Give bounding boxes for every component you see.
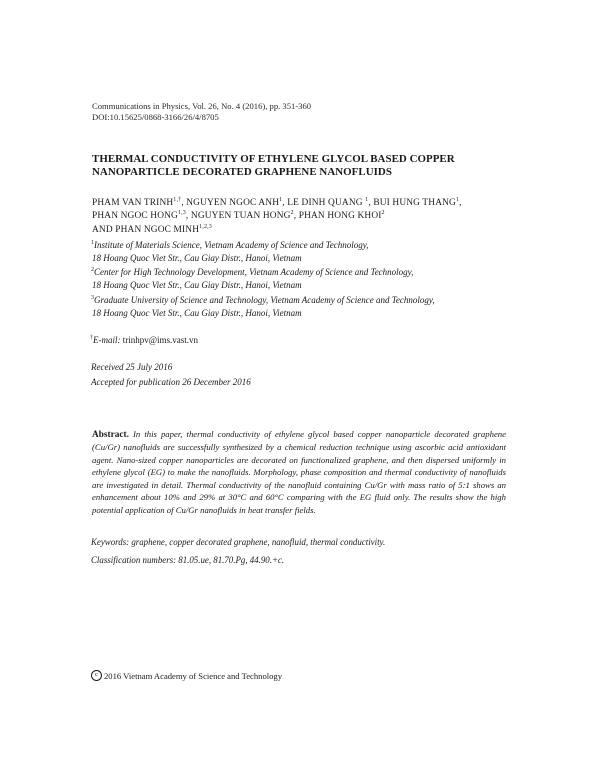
affiliation-line-2: 18 Hoang Quoc Viet Str., Cau Giay Distr., Hanoi, Vietnam <box>92 279 302 290</box>
doi: DOI:10.15625/0868-3166/26/4/8705 <box>92 111 219 122</box>
author-name: PHAM VAN TRINH <box>92 198 174 208</box>
author-affil-mark: 1 <box>365 196 369 203</box>
email-mark: † <box>90 335 93 341</box>
received-date: Received 25 July 2016 <box>91 362 173 372</box>
author-name: NGUYEN TUAN HONG <box>190 211 291 222</box>
title-line-1: THERMAL CONDUCTIVITY OF ETHYLENE GLYCOL BASED COPPER <box>92 153 455 165</box>
author-list <box>92 197 462 237</box>
affiliation-line-1: Institute of Materials Science, Vietnam Academy of Science and Technology, <box>94 240 369 250</box>
accepted-date: Accepted for publication 26 December 2016 <box>91 376 251 387</box>
paper-title <box>92 153 455 180</box>
copyright-text: 2016 Vietnam Academy of Science and Technology <box>104 670 283 681</box>
author-name: AND PHAN NGOC MINH <box>92 224 200 235</box>
journal-citation: Communications in Physics, Vol. 26, No. 4 (2016), pp. 351-360 <box>92 101 312 111</box>
author-name: LE DINH QUANG <box>287 198 366 208</box>
author-name: PHAN NGOC HONG <box>92 211 178 222</box>
affiliation-line-2: 18 Hoang Quoc Viet Str., Cau Giay Distr., Hanoi, Vietnam <box>92 307 302 318</box>
author-name: NGUYEN NGOC ANH <box>186 198 280 208</box>
journal-header <box>92 101 311 122</box>
title-line-2: NANOPARTICLE DECORATED GRAPHENE NANOFLUIDS <box>92 166 392 179</box>
affiliation-3 <box>91 294 435 319</box>
abstract-heading: Abstract. <box>92 430 129 440</box>
copyright-notice <box>91 670 282 681</box>
affiliation-number: 3 <box>91 295 94 301</box>
author-affil-mark: 1 <box>279 196 283 203</box>
email-label: E-mail: <box>93 335 121 345</box>
affiliation-line-2: 18 Hoang Quoc Viet Str., Cau Giay Distr., Hanoi, Vietnam <box>92 252 302 263</box>
author-affil-mark: 1,2,3 <box>199 223 212 230</box>
email-address[interactable]: trinhpv@ims.vast.vn <box>122 335 199 345</box>
affiliation-2 <box>91 266 413 291</box>
author-affil-mark: 1,† <box>173 196 182 203</box>
affiliation-1 <box>91 239 369 264</box>
keywords: Keywords: graphene, copper decorated graphene, nanofluid, thermal conductivity. <box>91 537 386 547</box>
author-line-3 <box>92 224 462 237</box>
corresponding-email <box>90 335 198 345</box>
author-line-1: PHAM VAN $TRINH^{1,\dagger}$, NGUYEN NGOC ANH$^1$, LE DINH QUANG $^1$, BUI HUNG THANG$^1$, <box>92 196 462 208</box>
affiliation-line-1: Center for High Technology Development, Vietnam Academy of Science and Technology, <box>94 267 414 277</box>
author-name: PHAN HONG KHOI <box>298 211 382 222</box>
author-affil-mark: 1 <box>455 196 460 203</box>
affiliation-number: 1 <box>91 240 94 246</box>
publication-dates <box>91 360 251 390</box>
copyright-icon: c <box>91 670 102 681</box>
author-name: BUI HUNG THANG <box>373 198 456 208</box>
author-affil-mark: 2 <box>381 210 385 217</box>
author-affil-mark: 1,3 <box>177 210 186 217</box>
affiliation-line-1: Graduate University of Science and Technology, Vietnam Academy of Science and Technology, <box>94 295 435 305</box>
author-line-2: PHAN NGOC HONG$^{1,3}$, NGUYEN TUAN HONG$^2$, PHAN HONG KHOI$^2$ <box>92 210 385 222</box>
classification-numbers: Classification numbers: 81.05.ue, 81.70.Pg, 44.90.+c. <box>91 555 285 565</box>
author-affil-mark: 2 <box>290 210 294 217</box>
abstract <box>92 428 506 516</box>
affiliation-number: 2 <box>91 267 94 273</box>
abstract-text: In this paper, thermal conductivity of ethylene glycol based copper nanoparticle decorated graphene (Cu/Gr) nanofluids are successfully synthesized by a chemical reduction technique using ascorbic acid antioxidant agent. Nano-sized copper nanoparticles are decorated on functionalized graphene, and then dispersed uniformly in ethylene glycol (EG) to make the nanofluids. Morphology, phase composition and thermal conductivity of nanofluids are investigated in detail. Thermal conductivity of the nanofluid containing Cu/Gr with mass ratio of 5:1 shows an enhancement about 10% and 29% at 30°C and 60°C comparing with the EG fluid only. The results show the high potential application of Cu/Gr nanofluids in heat transfer fields. <box>92 429 506 515</box>
